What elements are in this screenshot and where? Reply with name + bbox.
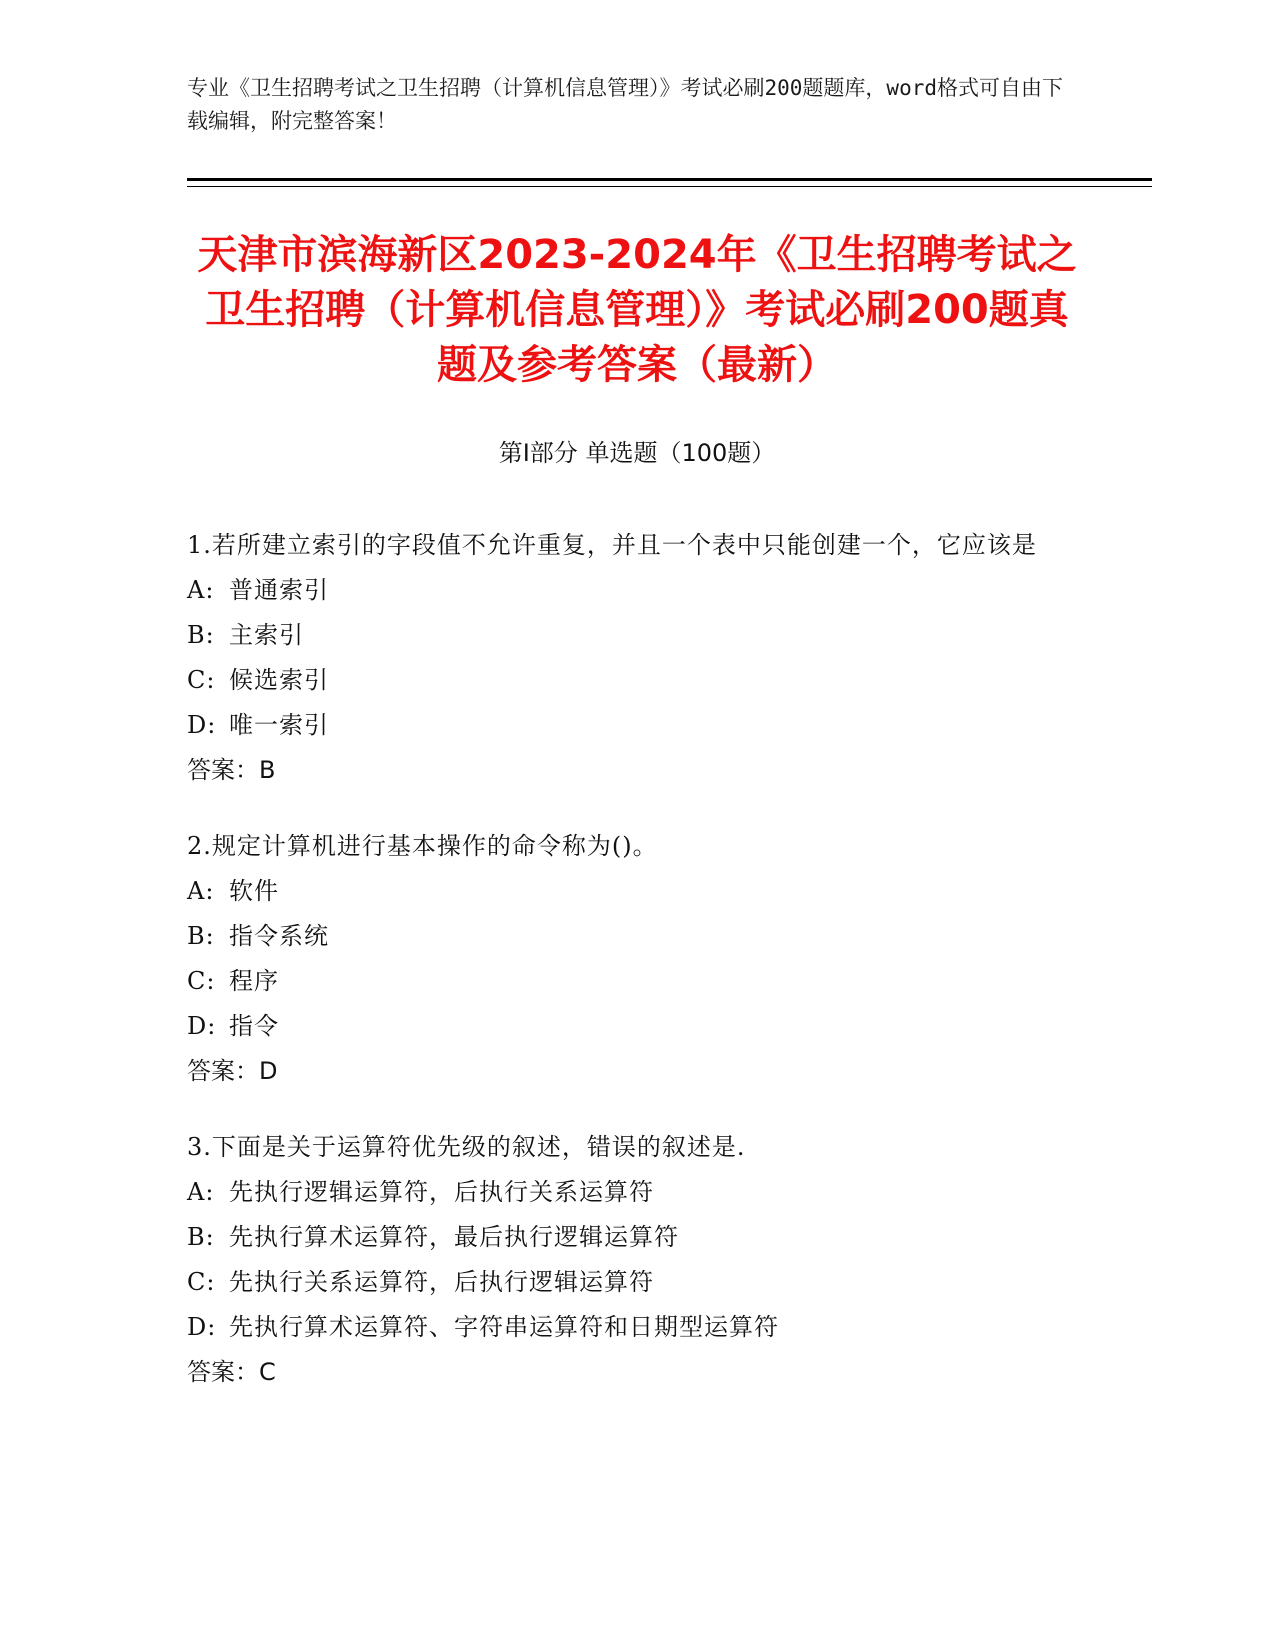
question-2 bbox=[187, 824, 1087, 1094]
option-key: C: bbox=[187, 666, 216, 694]
option-b bbox=[187, 1215, 1087, 1260]
option-key: A: bbox=[187, 1178, 215, 1206]
option-text: 指令 bbox=[229, 1012, 279, 1040]
option-text: 软件 bbox=[229, 877, 279, 905]
option-key: C: bbox=[187, 1268, 216, 1296]
document-title: 天津市滨海新区2023-2024年《卫生招聘考试之卫生招聘（计算机信息管理）》考试必刷200题真题及参考答案（最新） bbox=[197, 232, 1077, 388]
option-c bbox=[187, 1260, 1087, 1305]
option-key: B: bbox=[187, 1223, 215, 1251]
option-text: 先执行算术运算符、字符串运算符和日期型运算符 bbox=[229, 1313, 779, 1341]
option-text: 程序 bbox=[229, 967, 279, 995]
option-b bbox=[187, 914, 1087, 959]
option-text: 候选索引 bbox=[229, 666, 329, 694]
option-key: B: bbox=[187, 922, 215, 950]
question-3 bbox=[187, 1125, 1087, 1395]
option-key: A: bbox=[187, 877, 215, 905]
option-text: 唯一索引 bbox=[229, 711, 329, 739]
answer-line: 答案：D bbox=[187, 1057, 278, 1085]
header-note: 专业《卫生招聘考试之卫生招聘（计算机信息管理）》考试必刷200题题库，word格式可自由下载编辑，附完整答案！ bbox=[187, 76, 1063, 133]
header-divider-thick bbox=[187, 178, 1152, 181]
option-text: 主索引 bbox=[229, 621, 304, 649]
option-key: A: bbox=[187, 576, 215, 604]
question-stem: 3.下面是关于运算符优先级的叙述，错误的叙述是. bbox=[187, 1133, 746, 1161]
question-stem: 2.规定计算机进行基本操作的命令称为()。 bbox=[187, 832, 658, 860]
option-c bbox=[187, 959, 1087, 1004]
question-1 bbox=[187, 523, 1087, 793]
option-a bbox=[187, 869, 1087, 914]
option-a bbox=[187, 1170, 1087, 1215]
option-a bbox=[187, 568, 1087, 613]
option-text: 指令系统 bbox=[229, 922, 329, 950]
option-c bbox=[187, 658, 1087, 703]
option-text: 普通索引 bbox=[229, 576, 329, 604]
question-list bbox=[187, 523, 1087, 1426]
option-key: D: bbox=[187, 1012, 217, 1040]
section-heading: 第Ⅰ部分 单选题（100题） bbox=[498, 439, 776, 467]
question-stem: 1.若所建立索引的字段值不允许重复，并且一个表中只能创建一个，它应该是 bbox=[187, 531, 1037, 559]
option-key: C: bbox=[187, 967, 216, 995]
option-key: D: bbox=[187, 1313, 217, 1341]
option-text: 先执行算术运算符，最后执行逻辑运算符 bbox=[229, 1223, 679, 1251]
option-d bbox=[187, 1305, 1087, 1350]
answer-line: 答案：B bbox=[187, 756, 276, 784]
option-d bbox=[187, 1004, 1087, 1049]
answer-line: 答案：C bbox=[187, 1358, 276, 1386]
option-text: 先执行关系运算符，后执行逻辑运算符 bbox=[229, 1268, 654, 1296]
header-divider-thin bbox=[187, 186, 1152, 187]
option-d bbox=[187, 703, 1087, 748]
option-b bbox=[187, 613, 1087, 658]
option-key: B: bbox=[187, 621, 215, 649]
option-text: 先执行逻辑运算符，后执行关系运算符 bbox=[229, 1178, 654, 1206]
option-key: D: bbox=[187, 711, 217, 739]
